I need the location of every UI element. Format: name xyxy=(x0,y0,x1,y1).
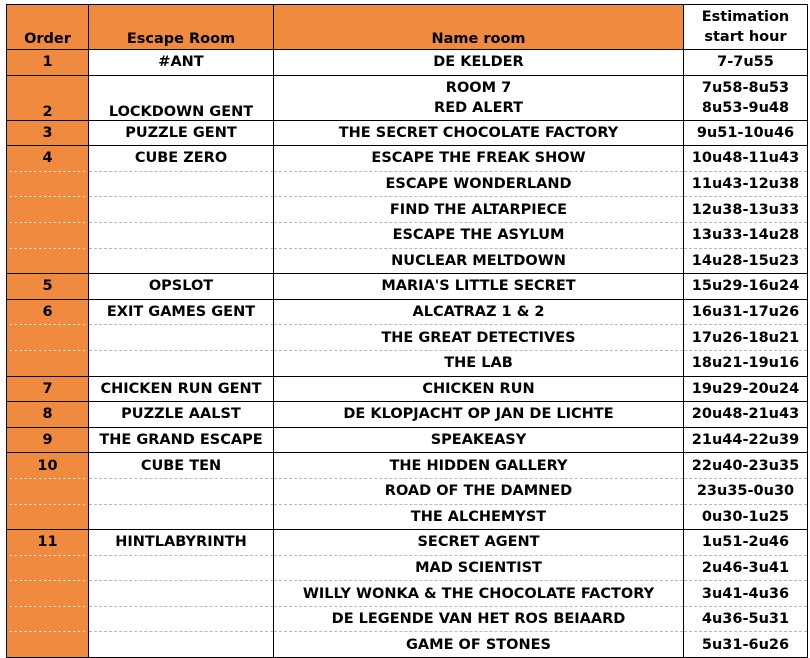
start-hour-cell: 9u51-10u46 xyxy=(684,120,808,146)
room-name-cell: CHICKEN RUN xyxy=(274,376,684,402)
room-name-line: RED ALERT xyxy=(434,99,523,116)
escape-room-cell: #ANT xyxy=(89,50,274,76)
table-row xyxy=(7,478,808,504)
escape-room-cell: THE GRAND ESCAPE xyxy=(89,427,274,453)
escape-room-cell xyxy=(89,171,274,197)
room-name-cell: FIND THE ALTARPIECE xyxy=(274,197,684,223)
start-hour-cell: 14u28-15u23 xyxy=(684,248,808,274)
table-row xyxy=(7,402,808,428)
room-name-cell: ALCATRAZ 1 & 2 xyxy=(274,299,684,325)
table-row xyxy=(7,75,808,120)
start-hour-cell: 4u36-5u31 xyxy=(684,606,808,632)
order-cell: 7 xyxy=(7,376,89,402)
room-name-cell: ESCAPE THE ASYLUM xyxy=(274,222,684,248)
order-cell xyxy=(7,325,89,351)
room-name-cell xyxy=(274,75,684,120)
room-name-cell: THE LAB xyxy=(274,350,684,376)
table-row xyxy=(7,50,808,76)
table-row xyxy=(7,350,808,376)
table-row xyxy=(7,146,808,172)
escape-room-cell xyxy=(89,248,274,274)
order-cell: 8 xyxy=(7,402,89,428)
start-hour-cell: 1u51-2u46 xyxy=(684,530,808,556)
table-row xyxy=(7,197,808,223)
escape-room-cell xyxy=(89,350,274,376)
table-row xyxy=(7,581,808,607)
room-name-cell: ESCAPE WONDERLAND xyxy=(274,171,684,197)
order-cell xyxy=(7,248,89,274)
order-cell: 11 xyxy=(7,530,89,556)
room-name-cell: DE KELDER xyxy=(274,50,684,76)
order-cell xyxy=(7,478,89,504)
table-row xyxy=(7,274,808,300)
room-name-cell: SECRET AGENT xyxy=(274,530,684,556)
start-hour-cell: 23u35-0u30 xyxy=(684,478,808,504)
room-name-cell: WILLY WONKA & THE CHOCOLATE FACTORY xyxy=(274,581,684,607)
escape-room-cell: LOCKDOWN GENT xyxy=(89,75,274,120)
header-estimation-line2: start hour xyxy=(704,29,787,45)
start-hour-cell: 15u29-16u24 xyxy=(684,274,808,300)
start-hour-cell: 2u46-3u41 xyxy=(684,555,808,581)
order-cell xyxy=(7,606,89,632)
order-cell xyxy=(7,555,89,581)
start-hour-cell: 11u43-12u38 xyxy=(684,171,808,197)
escape-room-cell xyxy=(89,325,274,351)
escape-room-cell xyxy=(89,555,274,581)
room-name-cell: NUCLEAR MELTDOWN xyxy=(274,248,684,274)
room-name-cell: THE SECRET CHOCOLATE FACTORY xyxy=(274,120,684,146)
table-row xyxy=(7,222,808,248)
table-row xyxy=(7,120,808,146)
room-name-cell: ROAD OF THE DAMNED xyxy=(274,478,684,504)
table-row xyxy=(7,171,808,197)
escape-room-cell: CUBE ZERO xyxy=(89,146,274,172)
order-cell: 2 xyxy=(7,75,89,120)
table-row xyxy=(7,248,808,274)
room-name-cell: THE HIDDEN GALLERY xyxy=(274,453,684,479)
room-name-cell: DE LEGENDE VAN HET ROS BEIAARD xyxy=(274,606,684,632)
room-name-line: ROOM 7 xyxy=(445,79,512,96)
start-hour-cell: 18u21-19u16 xyxy=(684,350,808,376)
start-hour-cell: 13u33-14u28 xyxy=(684,222,808,248)
order-cell xyxy=(7,581,89,607)
escape-room-cell: CUBE TEN xyxy=(89,453,274,479)
header-name-room: Name room xyxy=(274,5,684,50)
start-hour-cell: 19u29-20u24 xyxy=(684,376,808,402)
order-cell: 3 xyxy=(7,120,89,146)
start-hour-cell: 12u38-13u33 xyxy=(684,197,808,223)
start-hour-cell xyxy=(684,75,808,120)
start-hour-cell: 20u48-21u43 xyxy=(684,402,808,428)
order-cell: 9 xyxy=(7,427,89,453)
escape-room-cell: HINTLABYRINTH xyxy=(89,530,274,556)
table-row xyxy=(7,606,808,632)
table-body xyxy=(7,50,808,658)
escape-room-cell: OPSLOT xyxy=(89,274,274,300)
room-name-cell: SPEAKEASY xyxy=(274,427,684,453)
room-name-cell: ESCAPE THE FREAK SHOW xyxy=(274,146,684,172)
room-name-cell: THE GREAT DETECTIVES xyxy=(274,325,684,351)
order-cell xyxy=(7,222,89,248)
room-name-cell: DE KLOPJACHT OP JAN DE LICHTE xyxy=(274,402,684,428)
escape-room-cell xyxy=(89,606,274,632)
header-order: Order xyxy=(7,5,89,50)
order-cell: 10 xyxy=(7,453,89,479)
header-estimation-line1: Estimation xyxy=(701,9,790,25)
order-cell xyxy=(7,504,89,530)
order-cell: 6 xyxy=(7,299,89,325)
header-escape-room: Escape Room xyxy=(89,5,274,50)
order-cell xyxy=(7,171,89,197)
table-row xyxy=(7,376,808,402)
schedule-table xyxy=(6,4,808,658)
start-hour-line: 7u58-8u53 xyxy=(701,79,790,96)
table-row xyxy=(7,427,808,453)
escape-room-cell: PUZZLE GENT xyxy=(89,120,274,146)
start-hour-cell: 21u44-22u39 xyxy=(684,427,808,453)
escape-room-cell xyxy=(89,504,274,530)
start-hour-cell: 3u41-4u36 xyxy=(684,581,808,607)
header-row xyxy=(7,5,808,50)
start-hour-cell: 17u26-18u21 xyxy=(684,325,808,351)
start-hour-cell: 0u30-1u25 xyxy=(684,504,808,530)
start-hour-cell: 5u31-6u26 xyxy=(684,632,808,658)
header-estimation xyxy=(684,5,808,50)
escape-room-cell: PUZZLE AALST xyxy=(89,402,274,428)
escape-room-cell: CHICKEN RUN GENT xyxy=(89,376,274,402)
order-cell xyxy=(7,197,89,223)
escape-room-cell xyxy=(89,222,274,248)
room-name-cell: THE ALCHEMYST xyxy=(274,504,684,530)
escape-room-cell: EXIT GAMES GENT xyxy=(89,299,274,325)
table-row xyxy=(7,530,808,556)
start-hour-cell: 22u40-23u35 xyxy=(684,453,808,479)
escape-room-cell xyxy=(89,197,274,223)
escape-room-cell xyxy=(89,478,274,504)
start-hour-cell: 10u48-11u43 xyxy=(684,146,808,172)
table-row xyxy=(7,453,808,479)
start-hour-cell: 16u31-17u26 xyxy=(684,299,808,325)
table-row xyxy=(7,504,808,530)
order-cell xyxy=(7,350,89,376)
room-name-cell: MAD SCIENTIST xyxy=(274,555,684,581)
start-hour-line: 8u53-9u48 xyxy=(701,99,790,116)
table-row xyxy=(7,325,808,351)
table-row xyxy=(7,555,808,581)
escape-room-cell xyxy=(89,581,274,607)
room-name-cell: MARIA'S LITTLE SECRET xyxy=(274,274,684,300)
order-cell: 1 xyxy=(7,50,89,76)
start-hour-cell: 7-7u55 xyxy=(684,50,808,76)
order-cell: 4 xyxy=(7,146,89,172)
order-cell: 5 xyxy=(7,274,89,300)
table-row xyxy=(7,299,808,325)
room-name-cell: GAME OF STONES xyxy=(274,632,684,658)
